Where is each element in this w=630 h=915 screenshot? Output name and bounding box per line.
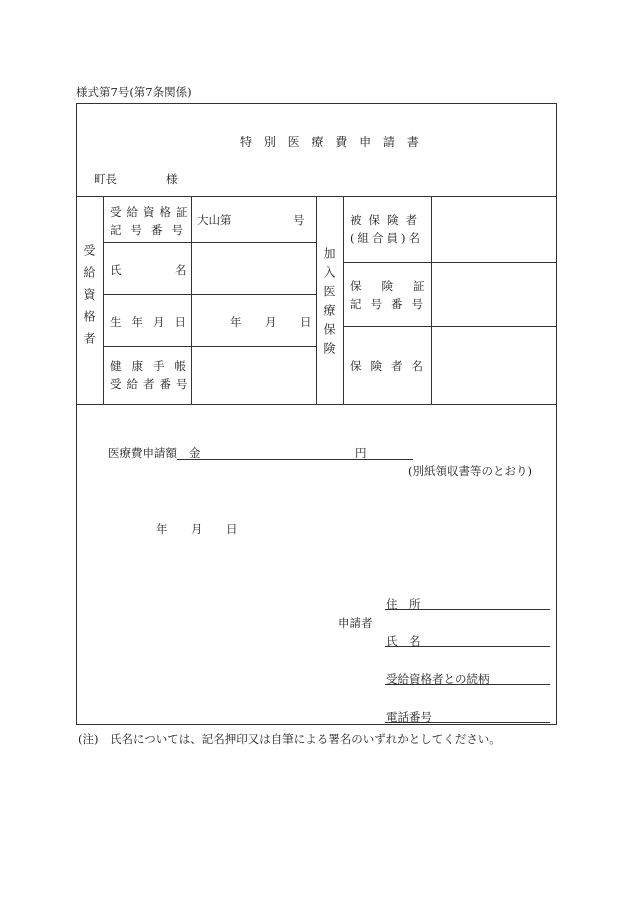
insurance-row-line-2 — [343, 326, 557, 327]
applicant-name-label: 氏 名 — [386, 634, 421, 648]
recipient-section-label: 受給資格者 — [82, 244, 96, 354]
recipient-label-divider — [103, 196, 104, 404]
addressee-honorific: 様 — [166, 172, 178, 186]
applicant-label: 申請者 — [338, 616, 373, 630]
recipient-handbook-label-2: 受給者番号 — [110, 377, 193, 391]
claim-label: 医療費申請額 — [108, 446, 177, 460]
applicant-relation-label: 受給資格者との続柄 — [386, 672, 490, 686]
insurance-section-left — [316, 196, 317, 404]
insurer-name-label: 保険者名 — [350, 359, 432, 373]
recipient-birth-year: 年 — [230, 315, 242, 329]
applicant-phone-label: 電話番号 — [386, 710, 432, 724]
recipient-birth-month: 月 — [265, 315, 277, 329]
insurance-row-line-1 — [343, 262, 557, 263]
form-title: 特 別 医 療 費 申 請 書 — [240, 135, 423, 149]
addressee-town: 町長 — [94, 172, 117, 186]
recipient-cert-label-1: 受給資格証 — [110, 205, 193, 219]
recipient-row-line-1 — [103, 242, 316, 243]
claim-note: (別紙領収書等のとおり) — [408, 464, 532, 478]
recipient-cert-prefix: 大山第 — [197, 213, 232, 227]
insurance-section-label: 加入医療保険 — [322, 247, 336, 361]
recipient-cert-suffix: 号 — [293, 213, 305, 227]
recipient-birth-label: 生年月日 — [110, 315, 196, 329]
insurance-section-right — [343, 196, 344, 404]
recipient-cert-label-2: 記号番号 — [110, 223, 192, 237]
recipient-name-label-2: 名 — [175, 263, 187, 277]
recipient-handbook-label-1: 健康手帳 — [110, 359, 196, 373]
recipient-name-label-1: 氏 — [110, 263, 122, 277]
insurance-cert-label-2: 記号番号 — [350, 297, 432, 311]
insured-label-1: 被保険者 — [350, 213, 424, 227]
claim-unit: 円 — [355, 446, 367, 460]
form-number-label: 様式第7号(第7条関係) — [76, 85, 192, 99]
claim-prefix: 金 — [189, 446, 201, 460]
recipient-row-line-3 — [103, 346, 316, 347]
recipient-birth-day: 日 — [300, 315, 312, 329]
insured-label-2: (組合員)名 — [350, 231, 423, 245]
applicant-address-label: 住 所 — [386, 597, 421, 611]
recipient-row-line-2 — [103, 294, 316, 295]
footnote: (注) 氏名については、記名押印又は自筆による署名のいずれかとしてください。 — [78, 732, 501, 746]
date-month: 月 — [191, 522, 203, 536]
claim-amount-line — [177, 445, 413, 460]
table-bottom-line — [76, 404, 557, 405]
date-year: 年 — [156, 522, 168, 536]
insurance-cert-label-1: 保険証 — [350, 279, 445, 293]
date-day: 日 — [226, 522, 238, 536]
